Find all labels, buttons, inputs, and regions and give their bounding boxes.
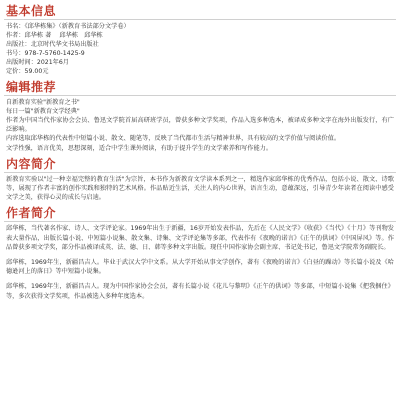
basic-field-author: 作者：邱华栋 著 邱华栋 邱华栋 xyxy=(6,32,103,39)
divider xyxy=(4,19,396,20)
content-summary-heading: 内容简介 xyxy=(6,156,57,171)
content-summary-section xyxy=(4,157,396,203)
recommend-paragraph: 内容选取邱华栋的代表性中短篇小说、散文、随笔等，反映了当代都市生活与精神世界，具有较高的文学价值与阅读价值。 xyxy=(6,135,341,143)
editor-recommendation-heading: 编辑推荐 xyxy=(6,80,57,94)
basic-field-isbn: 书号：978-7-5760-1425-9 xyxy=(6,50,85,57)
basic-field-date: 出版时间：2021年6月 xyxy=(6,59,69,66)
editor-recommendation-section xyxy=(4,80,396,153)
author-bio-heading: 作者简介 xyxy=(6,206,57,221)
basic-field-title: 书名：《邱华栋集》（新教育书法部分文学卷） xyxy=(6,23,130,30)
basic-field-publisher: 出版社：北京时代华文书局出版社 xyxy=(6,41,99,48)
basic-field-price: 定价：59.00元 xyxy=(6,68,49,75)
author-paragraph: 邱华栋，1969年生，新疆昌吉人。毕业于武汉大学中文系。从大学开始从事文学创作，著有《夜晚的诺言》《白昼的躁动》等长篇小说及《哈德逊河上的落日》等中短篇小说集。 xyxy=(6,259,394,276)
divider xyxy=(4,221,396,222)
author-bio-section xyxy=(4,206,396,300)
divider xyxy=(4,172,396,173)
basic-info-section xyxy=(4,4,396,76)
author-paragraph: 邱华栋，当代著名作家、诗人、文学评论家。1969年出生于新疆，16岁开始发表作品，先后在《人民文学》《收获》《当代》《十月》等刊物发表大量作品，出版长篇小说、中短篇小说集、散文集、诗集、文学评论集等多部，代表作有《夜晚的诺言》《正午的供词》《中国屏风》等。作品曾获多项文学奖，部分作品被译成英、法、德、日、韩等多种文字出版。现任中国作家协会副主席、书记处书记，鲁迅文学院常务副院长。 xyxy=(6,225,394,251)
summary-paragraph: 新教育实验以"过一种幸福完整的教育生活"为宗旨，本书作为新教育文学读本系列之一，精选作家邱华栋的优秀作品，包括小说、散文、诗歌等，展现了作者丰富的创作实践和独特的艺术风格。作品贴近生活，关注人的内心世界，语言生动，意蕴深远，引导青少年读者在阅读中感受文学之美，获得心灵的成长与启迪。 xyxy=(6,175,394,202)
recommend-line: 自新教育实验"新教育之书" xyxy=(6,99,80,106)
recommend-line: 每日一篇"新教育文学经典" xyxy=(6,108,80,115)
recommend-paragraph: 文学性强，语言优美，思想深刻，适合中学生课外阅读，有助于提升学生的文学素养和写作能力。 xyxy=(6,144,273,152)
recommend-paragraph: 作者为中国当代作家协会会员、鲁迅文学院首届高研班学员，曾获多种文学奖项，作品入选多种选本，被译成多种文字在海外出版发行，有广泛影响。 xyxy=(6,117,394,134)
divider xyxy=(4,95,396,96)
author-paragraph: 邱华栋，1969年生，新疆昌吉人。现为中国作家协会会员，著有长篇小说《花儿与黎明》《正午的供词》等多部，中短篇小说集《把我捆住》等，多次获得文学奖项，作品被选入多种年度选本。 xyxy=(6,283,394,300)
basic-info-heading: 基本信息 xyxy=(6,4,57,18)
